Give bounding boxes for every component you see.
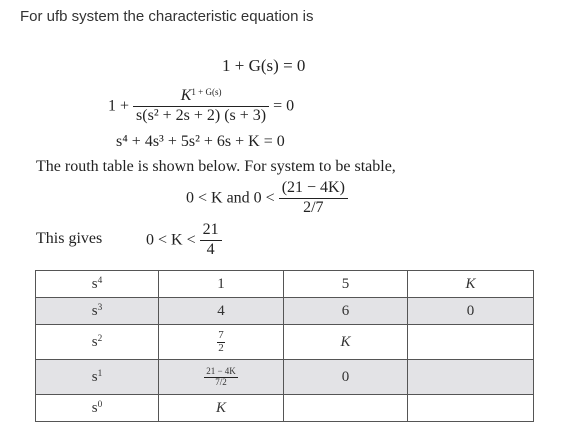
cell-fraction	[217, 330, 225, 354]
power-cell	[36, 395, 159, 422]
table-cell	[408, 395, 534, 422]
equation-2-rhs: = 0	[273, 97, 295, 115]
table-cell	[408, 325, 534, 360]
gives-label: This gives	[36, 230, 103, 247]
table-cell: 6	[284, 298, 408, 325]
gives-inequality: 0 < K <	[146, 231, 196, 249]
condition-left: 0 < K and 0 <	[186, 189, 275, 207]
table-row	[36, 395, 534, 422]
table-cell: K	[284, 325, 408, 360]
table-cell: 0	[284, 360, 408, 395]
routh-table	[35, 270, 534, 422]
equation-3: s⁴ + 4s³ + 5s² + 6s + K = 0	[116, 133, 285, 150]
power-exp: 1	[97, 368, 103, 379]
table-cell	[159, 325, 284, 360]
table-cell	[284, 395, 408, 422]
table-cell: K	[159, 395, 284, 422]
condition-fraction	[279, 180, 348, 217]
equation-2	[108, 88, 294, 125]
equation-2-num-exp: 1 + G(s)	[191, 87, 222, 98]
table-cell: 0	[408, 298, 534, 325]
cell-fraction-den: 7/2	[215, 376, 227, 387]
power-base: s	[91, 368, 98, 385]
intro-text: For ufb system the characteristic equation is	[20, 8, 314, 25]
routh-intro-text: The routh table is shown below. For system to be stable,	[36, 158, 396, 175]
equation-2-numerator	[133, 88, 269, 107]
gives-fraction	[200, 222, 222, 259]
power-exp: 0	[97, 399, 103, 410]
table-cell	[408, 360, 534, 395]
table-cell: 1	[159, 271, 284, 298]
equation-1	[222, 56, 305, 76]
equation-2-num-base: K	[180, 87, 192, 104]
table-row	[36, 360, 534, 395]
equation-1-lhs: 1 + G(s)	[222, 56, 279, 75]
power-base: s	[91, 333, 98, 350]
table-row	[36, 271, 534, 298]
power-base: s	[91, 399, 98, 416]
condition-numerator: (21 − 4K)	[279, 180, 348, 199]
power-cell	[36, 325, 159, 360]
cell-fraction-num: 7	[218, 328, 224, 341]
power-cell	[36, 360, 159, 395]
cell-fraction	[204, 367, 238, 387]
table-cell: 4	[159, 298, 284, 325]
table-cell: 5	[284, 271, 408, 298]
power-exp: 3	[97, 302, 103, 313]
table-row	[36, 298, 534, 325]
cell-fraction-num: 21 − 4K	[206, 366, 236, 377]
table-cell	[159, 360, 284, 395]
equation-1-rhs: = 0	[283, 56, 306, 75]
power-exp: 4	[97, 275, 103, 286]
power-cell	[36, 298, 159, 325]
stability-condition	[186, 180, 348, 217]
gives-expression	[146, 222, 222, 259]
power-cell	[36, 271, 159, 298]
table-cell: K	[408, 271, 534, 298]
condition-denominator: 2/7	[303, 198, 324, 216]
power-exp: 2	[97, 333, 103, 344]
power-base: s	[91, 275, 98, 292]
equation-2-denominator: s(s² + 2s + 2) (s + 3)	[136, 106, 267, 124]
power-base: s	[91, 302, 98, 319]
equation-2-fraction	[133, 88, 269, 125]
gives-numerator: 21	[200, 222, 222, 241]
equation-2-prefix: 1 +	[108, 97, 130, 115]
table-row	[36, 325, 534, 360]
cell-fraction-den: 2	[218, 341, 224, 354]
gives-denominator: 4	[206, 240, 215, 258]
